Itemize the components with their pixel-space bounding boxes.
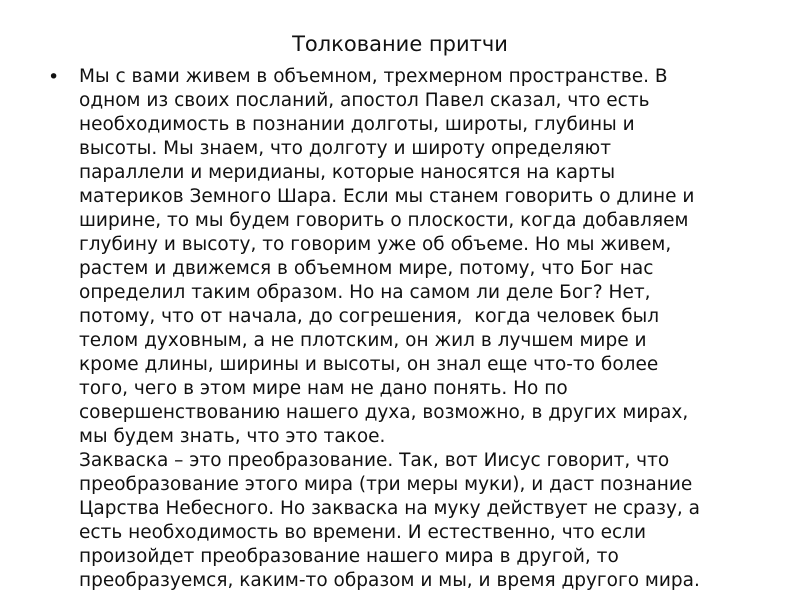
text-line: кроме длины, ширины и высоты, он знал еще что-то более: [79, 354, 659, 375]
text-line: мы будем знать, что это такое.: [79, 426, 386, 447]
text-line: высоты. Мы знаем, что долготу и широту определяют: [79, 138, 611, 159]
text-line: потому, что от начала, до согрешения, когда человек был: [79, 306, 660, 327]
text-line: растем и движемся в объемном мире, потому, что Бог нас: [79, 258, 654, 279]
body-text: [79, 65, 779, 593]
text-line: есть необходимость во времени. И естественно, что если: [79, 522, 646, 543]
text-line: ширине, то мы будем говорить о плоскости, когда добавляем: [79, 210, 689, 231]
text-line: Закваска – это преобразование. Так, вот Иисус говорит, что: [79, 450, 670, 471]
text-line: глубину и высоту, то говорим уже об объеме. Но мы живем,: [79, 234, 672, 255]
text-line: необходимость в познании долготы, широты, глубины и: [79, 114, 635, 135]
slide-title: Толкование притчи: [292, 32, 508, 56]
text-line: совершенствованию нашего духа, возможно, в других мирах,: [79, 402, 689, 423]
text-line: телом духовным, а не плотским, он жил в лучшем мире и: [79, 330, 647, 351]
text-line: Мы с вами живем в объемном, трехмерном пространстве. В: [79, 66, 668, 87]
text-line: произойдет преобразование нашего мира в другой, то: [79, 546, 619, 567]
text-line: преобразуемся, каким-то образом и мы, и время другого мира.: [79, 570, 700, 591]
text-line: параллели и меридианы, которые наносятся на карты: [79, 162, 616, 183]
text-line: определил таким образом. Но на самом ли деле Бог? Нет,: [79, 282, 651, 303]
text-line: того, чего в этом мире нам не дано понять. Но по: [79, 378, 568, 399]
text-line: Царства Небесного. Но закваска на муку действует не сразу, а: [79, 498, 700, 519]
text-line: одном из своих посланий, апостол Павел сказал, что есть: [79, 90, 650, 111]
text-line: преобразование этого мира (три меры муки), и даст познание: [79, 474, 693, 495]
bullet-marker: •: [48, 66, 60, 88]
text-line: материков Земного Шара. Если мы станем говорить о длине и: [79, 186, 695, 207]
